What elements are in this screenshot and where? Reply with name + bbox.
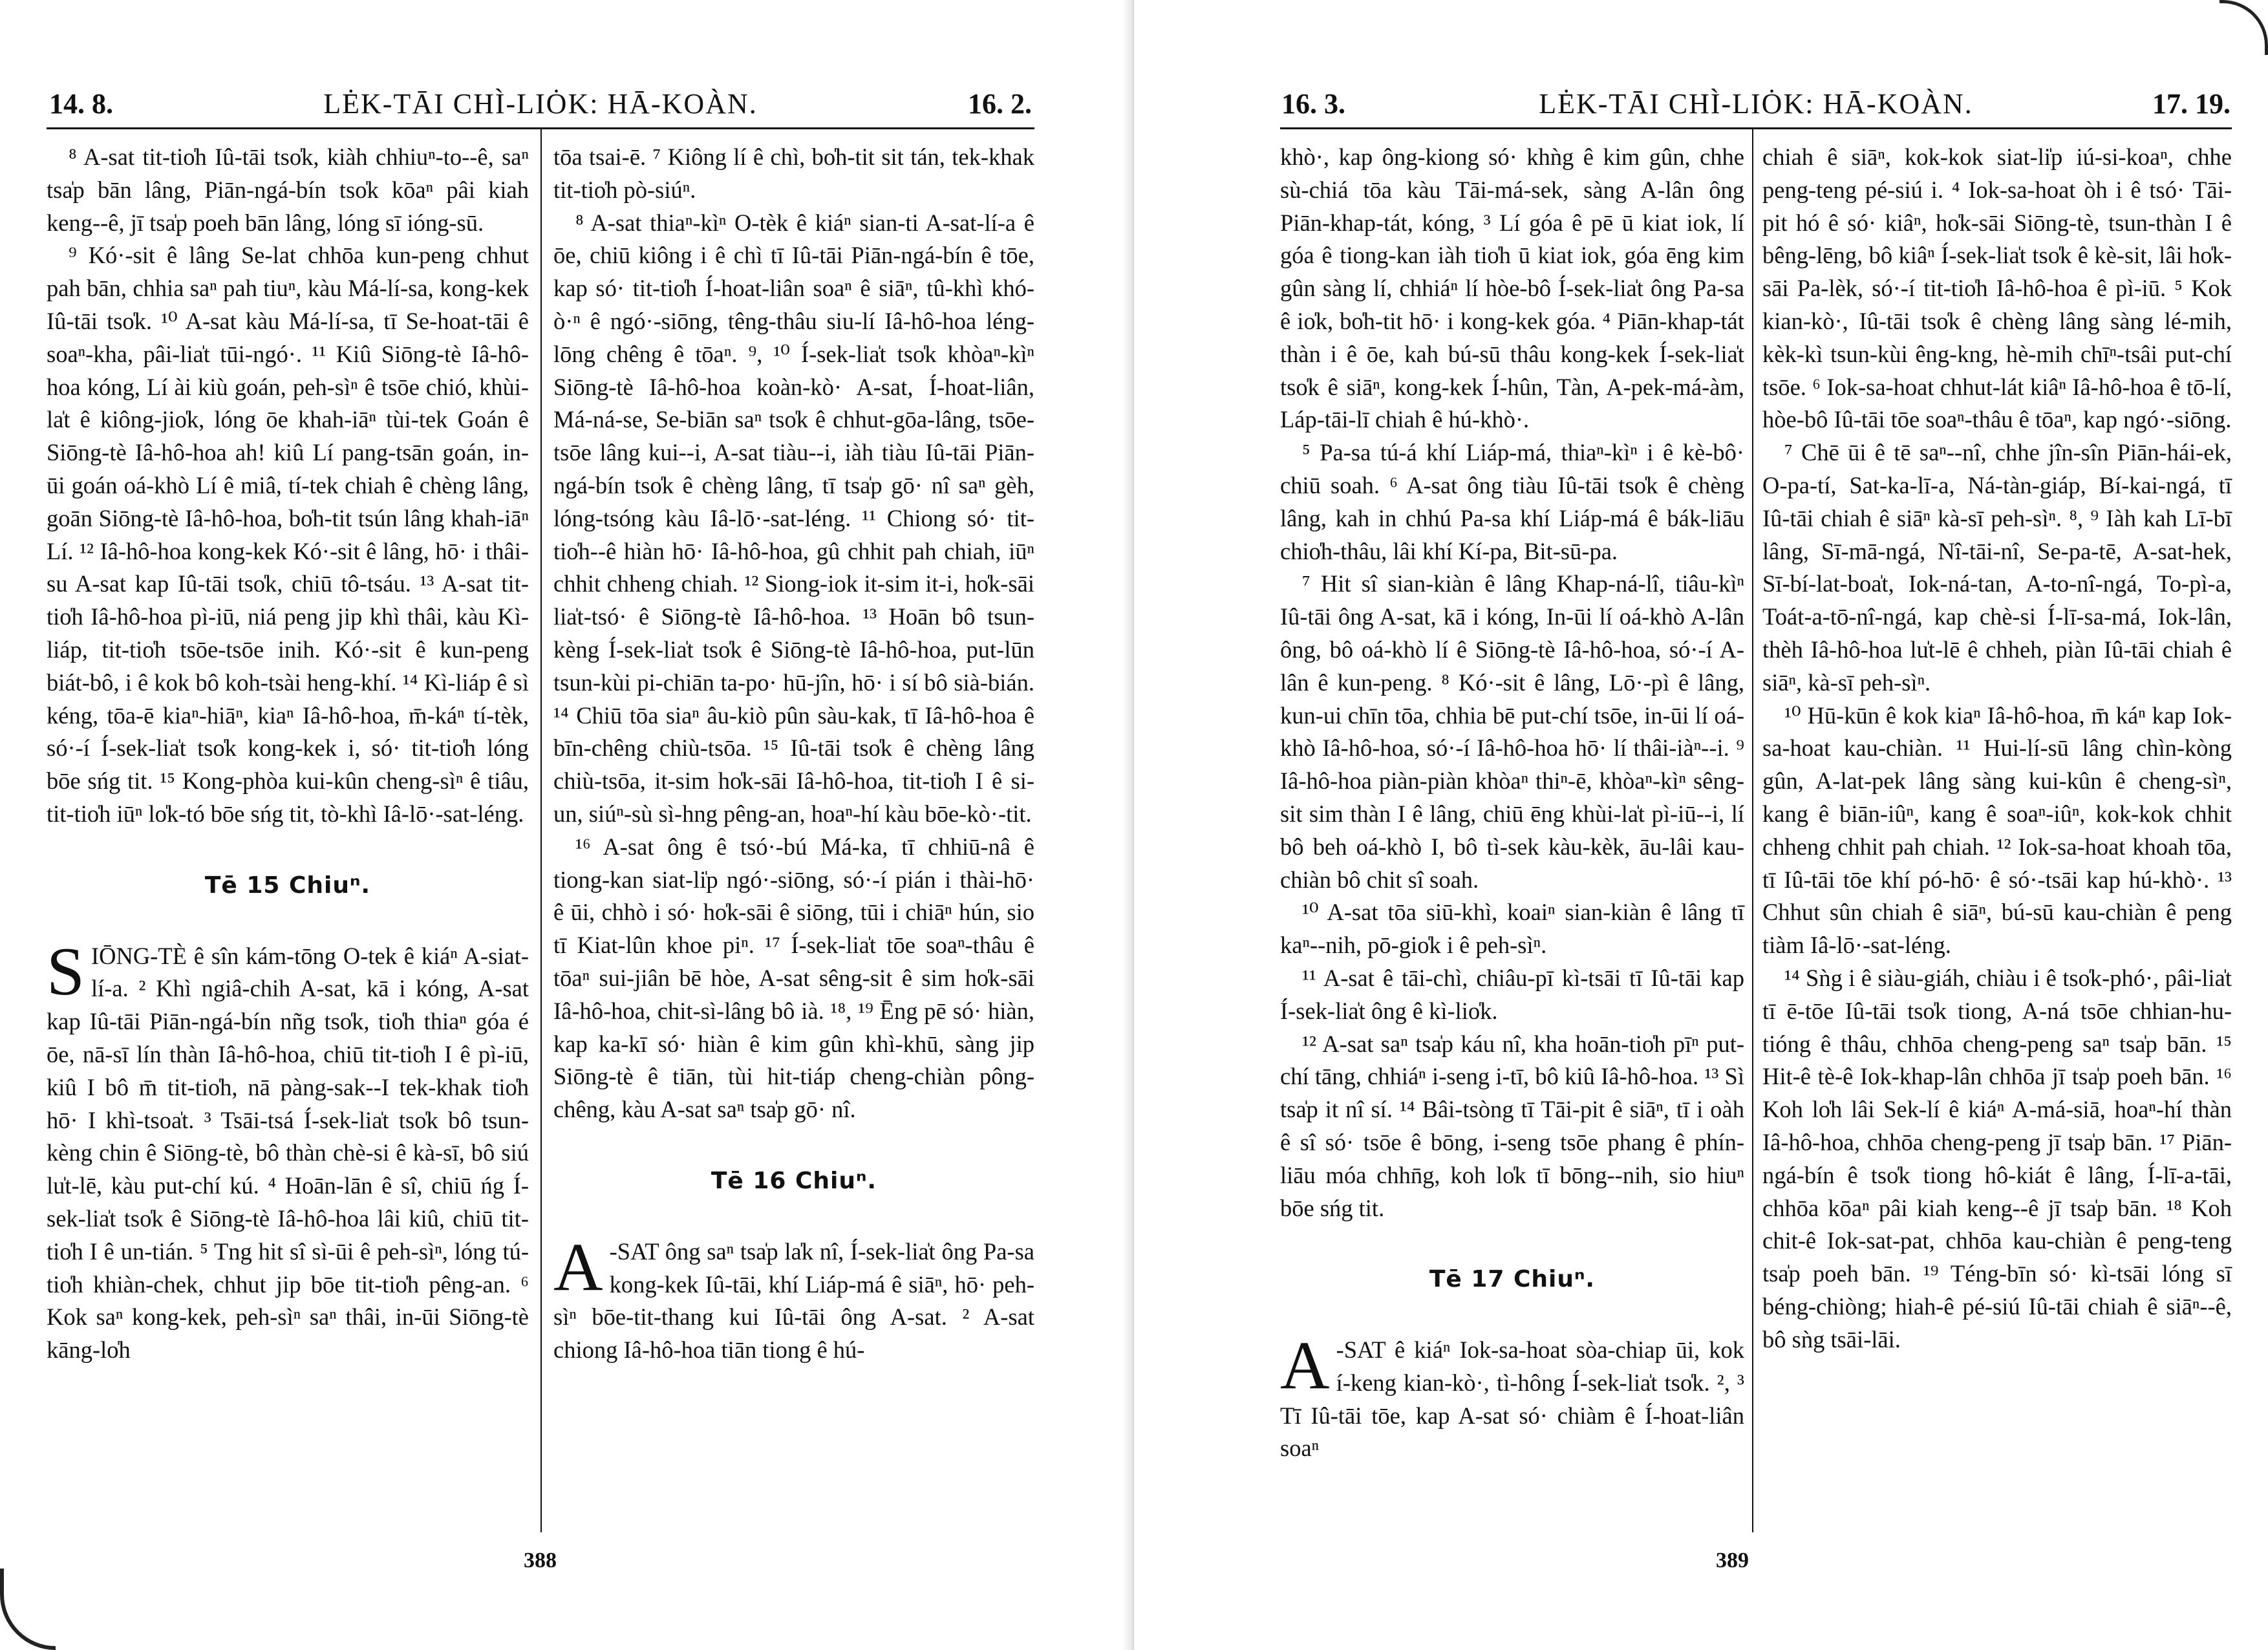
column-divider <box>1752 129 1753 1532</box>
drop-cap: S <box>47 933 85 1009</box>
header-verse-end: 17. 19. <box>2152 88 2231 120</box>
header-verse-start: 14. 8. <box>49 88 113 120</box>
text-column-2 <box>553 141 1034 1367</box>
text-column-1 <box>1280 141 1744 1465</box>
page-number: 389 <box>1716 1548 1749 1572</box>
page-number: 388 <box>524 1548 557 1572</box>
paragraph-text: -SAT ê kiáⁿ Iok-sa-hoat sòa-chiap ūi, kok í-keng kian-kò·, tì-hông Í-sek-lia̍t tso̍k. ², ³ Tī Iû-tāi tōe, kap A-sat só· chiàm ê Í-hoat-liân soaⁿ <box>1280 1336 1744 1462</box>
chapter-heading: Tē 16 Chiuⁿ. <box>711 1167 877 1194</box>
column-divider <box>540 129 542 1532</box>
header-verse-start: 16. 3. <box>1281 88 1345 120</box>
paragraph: ¹² A-sat saⁿ tsa̍p káu nî, kha hoān-tio̍h pīⁿ put-chí tāng, chhiáⁿ i-seng i-tī, bô kiû Iâ-hô-hoa. ¹³ Sì tsa̍p it nî sí. ¹⁴ Bâi-tsòng tī Tāi-pit ê siāⁿ, tī i oàh ê sî só· tsōe ê bōng, i-seng tsōe phang ê phín-liāu móa chhn̄g, koh lo̍k tī bōng--nih, sio hiuⁿ bōe sńg tit. <box>1280 1030 1744 1221</box>
paragraph: ⁵ Pa-sa tú-á khí Liáp-má, thiaⁿ-kìⁿ i ê kè-bô· chiū soah. ⁶ A-sat ông tiàu Iû-tāi tso̍k ê chèng lâng, kah in chhú Pa-sa khí Liáp-má ê bák-liāu chio̍h-thâu, lâi khí Kí-pa, Bit-sū-pa. <box>1280 439 1744 564</box>
page-curl-decoration <box>0 1569 56 1650</box>
drop-cap: A <box>553 1228 603 1305</box>
drop-cap: A <box>1280 1327 1330 1404</box>
right-page <box>1134 0 2268 1650</box>
paragraph: chiah ê siāⁿ, kok-kok siat-li̍p iú-si-koaⁿ, chhe peng-teng pé-siú i. ⁴ Iok-sa-hoat òh i ê tsó· Tāi-pit hó ê só· kiâⁿ, ho̍k-sāi Siōng-tè, tsun-thàn I ê bêng-lēng, bô kiâⁿ Í-sek-lia̍t tso̍k ê kè-sit, lâi ho̍k-sāi Pa-lèk, só·-í tit-tio̍h Iâ-hô-hoa ê pì-iū. ⁵ Kok kian-kò·, Iû-tāi tso̍k ê chèng lâng sàng lé-mih, kèk-kì tsun-kùi êng-kng, hè-mih chīⁿ-tsâi put-chí tsōe. ⁶ Iok-sa-hoat chhut-lát kiâⁿ Iâ-hô-hoa ê tō-lí, hòe-bô Iû-tāi tōe soaⁿ-thâu ê tōaⁿ, kap ngó·-siōng. <box>1762 144 2232 433</box>
paragraph: ¹¹ A-sat ê tāi-chì, chiâu-pī kì-tsāi tī Iû-tāi kap Í-sek-lia̍t ông ê kì-lio̍k. <box>1280 964 1744 1024</box>
paragraph-text: -SAT ông saⁿ tsa̍p la̍k nî, Í-sek-lia̍t ông Pa-sa kong-kek Iû-tāi, khí Liáp-má ê siāⁿ, hō· peh-sìⁿ bōe-tit-thang kui Iû-tāi ông A-sat. ² A-sat chiong Iâ-hô-hoa tiān tiong ê hú- <box>553 1238 1034 1364</box>
header-verse-end: 16. 2. <box>968 88 1032 120</box>
page-curl-decoration <box>2220 0 2268 55</box>
chapter-opening-paragraph <box>553 1228 1034 1367</box>
paragraph: ¹⁶ A-sat ông ê tsó·-bú Má-ka, tī chhiū-nâ ê tiong-kan siat-li̍p ngó·-siōng, só·-í pián i thài-hō· ê ūi, chhò i só· ho̍k-sāi ê siōng, tūi i chiāⁿ hún, sio tī Kiat-lûn khoe piⁿ. ¹⁷ Í-sek-lia̍t tōe soaⁿ-thâu ê tōaⁿ sui-jiân bē hòe, A-sat sêng-sit ê sim ho̍k-sāi Iâ-hô-hoa, chit-sì-lâng bô ià. ¹⁸, ¹⁹ Ēng pē só· hiàn, kap ka-kī só· hiàn ê kim gûn khì-khū, sàng jip Siōng-tè ê tiān, tùi hit-tiáp cheng-chiàn pông-chêng, kàu A-sat saⁿ tsa̍p gō· nî. <box>553 833 1034 1123</box>
paragraph: ⁸ A-sat tit-tio̍h Iû-tāi tso̍k, kiàh chhiuⁿ-to--ê, saⁿ tsa̍p bān lâng, Piān-ngá-bín tso̍k kōaⁿ pâi kiah keng--ê, jī tsa̍p poeh bān lâng, lóng sī ióng-sū. <box>47 144 529 236</box>
paragraph: khò·, kap ông-kiong só· khǹg ê kim gûn, chhe sù-chiá tōa kàu Tāi-má-sek, sàng A-lân ông Piān-khap-tát, kóng, ³ Lí góa ê pē ū kiat iok, lí góa ê tiong-kan iàh tio̍h ū kiat iok, góa ēng kim gûn sàng lí, chhiáⁿ lí hòe-bô Í-sek-lia̍t ông Pa-sa ê io̍k, bo̍h-tit hō· i kong-kek góa. ⁴ Piān-khap-tát thàn i ê ōe, kah bú-sū thâu kong-kek Í-sek-lia̍t tso̍k ê siāⁿ, kong-kek Í-hûn, Tàn, A-pek-má-àm, Láp-tāi-lī chiah ê hú-khò·. <box>1280 144 1744 433</box>
chapter-opening-paragraph <box>47 933 529 1367</box>
text-column-1 <box>47 141 529 1367</box>
paragraph: ¹⁰ Hū-kūn ê kok kiaⁿ Iâ-hô-hoa, m̄ káⁿ kap Iok-sa-hoat kau-chiàn. ¹¹ Hui-lí-sū lâng chìn-kòng gûn, A-lat-pek lâng sàng kui-kûn ê cheng-sìⁿ, kang ê biān-iûⁿ, kang ê soaⁿ-iûⁿ, kok-kok chhit chheng chhit pah chiah. ¹² Iok-sa-hoat khoah tōa, tī Iû-tāi tōe khí pó-hō· ê só·-tsāi kap hú-khò·. ¹³ Chhut sûn chiah ê siāⁿ, bú-sū kau-chiàn ê peng tiàm Iâ-lō·-sat-léng. <box>1762 702 2232 959</box>
paragraph: ¹⁰ A-sat tōa siū-khì, koaiⁿ sian-kiàn ê lâng tī kaⁿ--nih, pō-gio̍k i ê peh-sìⁿ. <box>1280 899 1744 959</box>
chapter-heading: Tē 15 Chiuⁿ. <box>204 872 371 899</box>
header-title: LĖK-TĀI CHÌ-LIȮK: HĀ-KOÀN. <box>323 88 758 120</box>
paragraph-text: IŌNG-TÈ ê sîn kám-tōng O-tek ê kiáⁿ A-siat-lí-a. ² Khì ngiâ-chih A-sat, kā i kóng, A-sat kap Iû-tāi Piān-ngá-bín nñg tso̍k, tio̍h thiaⁿ góa é ōe, nā-sī lín thàn Iâ-hô-hoa, chiū tit-tio̍h I ê pì-iū, kiû I bô m̄ tit-tio̍h, nā pàng-sak--I tek-khak tio̍h hō· I khì-tsoa̍t. ³ Tsāi-tsá Í-sek-lia̍t tso̍k bô tsun-kèng chin ê Siōng-tè, bô thàn chè-si ê kà-sī, bô siú lu̍t-lē, kàu put-chí kú. ⁴ Hoān-lān ê sî, chiū ńg Í-sek-lia̍t tso̍k ê Siōng-tè Iâ-hô-hoa lâi kiû, chiū tit-tio̍h I ê un-tián. ⁵ Tng hit sî sì-ūi ê peh-sìⁿ, lóng tú-tio̍h khiàn-chek, chhut jip bōe tit-tio̍h pêng-an. ⁶ Kok saⁿ kong-kek, peh-sìⁿ saⁿ thâi, in-ūi Siōng-tè kāng-lo̍h <box>47 942 529 1364</box>
chapter-heading: Tē 17 Chiuⁿ. <box>1429 1266 1596 1293</box>
paragraph: ⁷ Hit sî sian-kiàn ê lâng Khap-ná-lî, tiâu-kìⁿ Iû-tāi ông A-sat, kā i kóng, In-ūi lí oá-khò A-lân ông, bô oá-khò lí ê Siōng-tè Iâ-hô-hoa, só·-í A-lân ê kun-peng. ⁸ Kó·-sit ê lâng, Lō·-pì ê lâng, kun-ui chīn tōa, chhia bē put-chí tsōe, in-ūi lí oá-khò Iâ-hô-hoa, só·-í Iâ-hô-hoa hō· lí thâi-iàⁿ--i. ⁹ Iâ-hô-hoa piàn-piàn khòaⁿ thiⁿ-ē, khòaⁿ-kìⁿ sêng-sit sim thàn I ê lâng, chiū ēng khùi-la̍t pì-iū--i, lí bô beh oá-khò I, bô tì-sek kàu-kèk, āu-lâi kau-chiàn bô chit sî soah. <box>1280 570 1744 893</box>
paragraph: ⁸ A-sat thiaⁿ-kìⁿ O-tèk ê kiáⁿ sian-ti A-sat-lí-a ê ōe, chiū kiông i ê chì tī Iû-tāi Piān-ngá-bín ê tōe, kap só· tit-tio̍h Í-hoat-liân soaⁿ ê siāⁿ, tû-khì khó-ò·ⁿ ê ngó·-siōng, têng-thâu siu-lí Iâ-hô-hoa léng-lōng chêng ê tōaⁿ. ⁹, ¹⁰ Í-sek-lia̍t tso̍k khòaⁿ-kìⁿ Siōng-tè Iâ-hô-hoa koàn-kò· A-sat, Í-hoat-liân, Má-ná-se, Se-biān saⁿ tso̍k ê chhut-gōa-lâng, tsōe-tsōe lâng kui--i, A-sat tiàu--i, iàh tiàu Iû-tāi Piān-ngá-bín tso̍k ê chèng lâng, tī tsa̍p gō· nî saⁿ gèh, lóng-tsóng kàu Iâ-lō·-sat-léng. ¹¹ Chiong só· tit-tio̍h--ê hiàn hō· Iâ-hô-hoa, gû chhit pah chiah, iūⁿ chhit chheng chiah. ¹² Siong-iok it-sim it-i, ho̍k-sāi lia̍t-tsó· ê Siōng-tè Iâ-hô-hoa. ¹³ Hoān bô tsun-kèng Í-sek-lia̍t tso̍k ê Siōng-tè Iâ-hô-hoa, put-lūn tsun-kùi pi-chiān ta-po· hū-jîn, hō· i sí bô sià-bián. ¹⁴ Chiū tōa siaⁿ âu-kiò pûn sàu-kak, tī Iâ-hô-hoa ê bīn-chêng chiù-tsōa. ¹⁵ Iû-tāi tso̍k ê chèng lâng chiù-tsōa, it-sim ho̍k-sāi Iâ-hô-hoa, tit-tio̍h I ê si-un, siúⁿ-sù sì-hng pêng-an, hoaⁿ-hí kàu bōe-kò·-tit. <box>553 209 1034 827</box>
chapter-opening-paragraph <box>1280 1327 1744 1465</box>
paragraph: ⁹ Kó·-sit ê lâng Se-lat chhōa kun-peng chhut pah bān, chhia saⁿ pah tiuⁿ, kàu Má-lí-sa, kong-kek Iû-tāi tso̍k. ¹⁰ A-sat kàu Má-lí-sa, tī Se-hoat-tāi ê soaⁿ-kha, pâi-lia̍t tūi-ngó·. ¹¹ Kiû Siōng-tè Iâ-hô-hoa kóng, Lí ài kiù goán, peh-sìⁿ ê tsōe chió, khùi-la̍t ê kiông-jio̍k, lóng ōe khah-iāⁿ tùi-tek Goán ê Siōng-tè Iâ-hô-hoa ah! kiû Lí pang-tsān goán, in-ūi goán oá-khò Lí ê miâ, tí-tek chiah ê chèng lâng, goān Siōng-tè Iâ-hô-hoa, bo̍h-tit tsún lâng khah-iāⁿ Lí. ¹² Iâ-hô-hoa kong-kek Kó·-sit ê lâng, hō· i thâi-su A-sat kap Iû-tāi tso̍k, chiū tô-tsáu. ¹³ A-sat tit-tio̍h Iâ-hô-hoa pì-iū, niá peng jip khì thâi, kàu Kì-liáp, tit-tio̍h tsōe-tsōe inih. Kó·-sit ê kun-peng biát-bô, i ê kok bô koh-tsài heng-khí. ¹⁴ Kì-liáp ê sì kéng, tōa-ē kiaⁿ-hiāⁿ, kiaⁿ Iâ-hô-hoa, m̄-káⁿ tí-tèk, só·-í Í-sek-lia̍t tso̍k kong-kek i, só· tit-tio̍h lóng bōe sńg tit. ¹⁵ Kong-phòa kui-kûn cheng-sìⁿ ê tiâu, tit-tio̍h iūⁿ lo̍k-tó bōe sńg tit, tò-khì Iâ-lō·-sat-léng. <box>47 242 529 827</box>
text-column-2 <box>1762 141 2232 1356</box>
paragraph: ⁷ Chē ūi ê tē saⁿ--nî, chhe jîn-sîn Piān-hái-ek, O-pa-tí, Sat-ka-lī-a, Ná-tàn-giáp, Bí-kai-ngá, tī Iû-tāi chiah ê siāⁿ kà-sī peh-sìⁿ. ⁸, ⁹ Iàh kah Lī-bī lâng, Sī-mā-ngá, Nî-tāi-nî, Se-pa-tē, A-sat-hek, Sī-bí-lat-boa̍t, Iok-ná-tan, A-to-nî-ngá, To-pì-a, Toát-a-tō-nî-ngá, kap chè-si Í-lī-sa-má, Iok-lân, thèh Iâ-hô-hoa lu̍t-lē ê chheh, piàn Iû-tāi chiah ê siāⁿ, kà-sī peh-sìⁿ. <box>1762 439 2232 696</box>
header-title: LĖK-TĀI CHÌ-LIȮK: HĀ-KOÀN. <box>1539 88 1973 120</box>
paragraph: tōa tsai-ē. ⁷ Kiông lí ê chì, bo̍h-tit sit tán, tek-khak tit-tio̍h pò-siúⁿ. <box>553 144 1034 203</box>
header-rule <box>1280 127 2232 129</box>
running-header <box>49 87 1032 126</box>
paragraph: ¹⁴ Sǹg i ê siàu-giáh, chiàu i ê tso̍k-phó·, pâi-lia̍t tī ē-tōe Iû-tāi tso̍k tiong, A-ná tsōe chhian-hu-tióng ê thâu, chhōa cheng-peng saⁿ tsa̍p bān. ¹⁵ Hit-ê tè-ê Iok-khap-lân chhōa jī tsa̍p poeh bān. ¹⁶ Koh lo̍h lâi Sek-lí ê kiáⁿ A-má-siā, hoaⁿ-hí thàn Iâ-hô-hoa, chhōa cheng-peng jī tsa̍p bān. ¹⁷ Piān-ngá-bín ê tso̍k tiong hô-kiát ê lâng, Í-lī-a-tāi, chhōa kōaⁿ pâi kiah keng--ê jī tsa̍p bān. ¹⁸ Koh chit-ê Iok-sat-pat, chhōa kau-chiàn ê peng-teng tsa̍p poeh bān. ¹⁹ Téng-bīn só· kì-tsāi lóng sī béng-chiòng; hiah-ê pé-siú Iû-tāi chiah ê siāⁿ--ê, bô sǹg tsāi-lāi. <box>1762 964 2232 1353</box>
running-header <box>1281 87 2231 126</box>
